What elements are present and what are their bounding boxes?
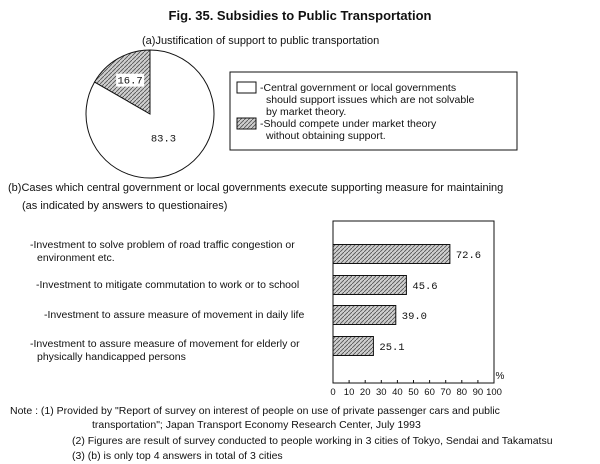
note-line-1: Note : (1) Provided by "Report of survey on interest of people on use of private passenger cars and public bbox=[10, 405, 500, 417]
bar-4 bbox=[333, 337, 373, 356]
note-line-2: transportation"; Japan Transport Economy Research Center, July 1993 bbox=[92, 419, 421, 431]
pie-legend bbox=[230, 72, 517, 150]
legend-text: -Central government or local governments bbox=[260, 82, 457, 94]
pie-slice-label: 16.7 bbox=[117, 75, 143, 88]
pie-chart bbox=[86, 50, 214, 178]
bar-value-label: 39.0 bbox=[401, 311, 428, 323]
x-tick-label: 60 bbox=[424, 387, 435, 398]
x-tick-label: 80 bbox=[456, 387, 468, 398]
category-label: environment etc. bbox=[37, 252, 115, 264]
x-tick-label: 90 bbox=[472, 387, 484, 398]
pie-slice-label: 83.3 bbox=[150, 133, 177, 146]
x-tick-label: 0 bbox=[330, 387, 336, 398]
x-tick-label: 100 bbox=[486, 387, 502, 398]
bar-value-label: 45.6 bbox=[412, 281, 438, 293]
note-line-3: (2) Figures are result of survey conducted to people working in 3 cities of Tokyo, Sendai and Takamatsu bbox=[72, 435, 553, 447]
bar-subtitle-line-2: (as indicated by answers to questionaires) bbox=[22, 200, 228, 212]
bar-value-label: 72.6 bbox=[455, 250, 482, 262]
legend-text: -Should compete under market theory bbox=[260, 118, 437, 130]
pie-subtitle: (a)Justification of support to public transportation bbox=[142, 35, 380, 47]
x-tick-label: 50 bbox=[408, 387, 419, 398]
category-label: physically handicapped persons bbox=[37, 351, 186, 363]
category-label: -Investment to assure measure of movement in daily life bbox=[44, 309, 305, 321]
figure-title: Fig. 35. Subsidies to Public Transportation bbox=[168, 8, 432, 23]
legend-text: should support issues which are not solvable bbox=[266, 94, 475, 106]
bar-1 bbox=[333, 245, 450, 264]
legend-swatch-hatched bbox=[237, 118, 256, 129]
legend-text: without obtaining support. bbox=[266, 130, 386, 142]
x-unit-label: % bbox=[495, 371, 505, 382]
x-tick-label: 40 bbox=[392, 387, 403, 398]
bar-3 bbox=[333, 306, 396, 325]
x-tick-label: 10 bbox=[343, 387, 355, 398]
category-label: -Investment to assure measure of movement for elderly or bbox=[30, 338, 300, 350]
category-label: -Investment to solve problem of road traffic congestion or bbox=[30, 239, 295, 251]
x-tick-label: 20 bbox=[359, 387, 371, 398]
note-line-4: (3) (b) is only top 4 answers in total of 3 cities bbox=[72, 450, 283, 462]
bar-2 bbox=[333, 276, 406, 295]
bar-value-label: 25.1 bbox=[379, 342, 405, 354]
category-label: -Investment to mitigate commutation to work or to school bbox=[36, 279, 300, 291]
x-tick-label: 30 bbox=[376, 387, 387, 398]
legend-swatch-plain bbox=[237, 82, 256, 93]
x-tick-label: 70 bbox=[440, 387, 451, 398]
legend-text: by market theory. bbox=[266, 106, 347, 118]
bar-subtitle-line-1: (b)Cases which central government or local governments execute supporting measure for maintaining bbox=[8, 182, 504, 194]
bar-chart bbox=[30, 221, 505, 398]
